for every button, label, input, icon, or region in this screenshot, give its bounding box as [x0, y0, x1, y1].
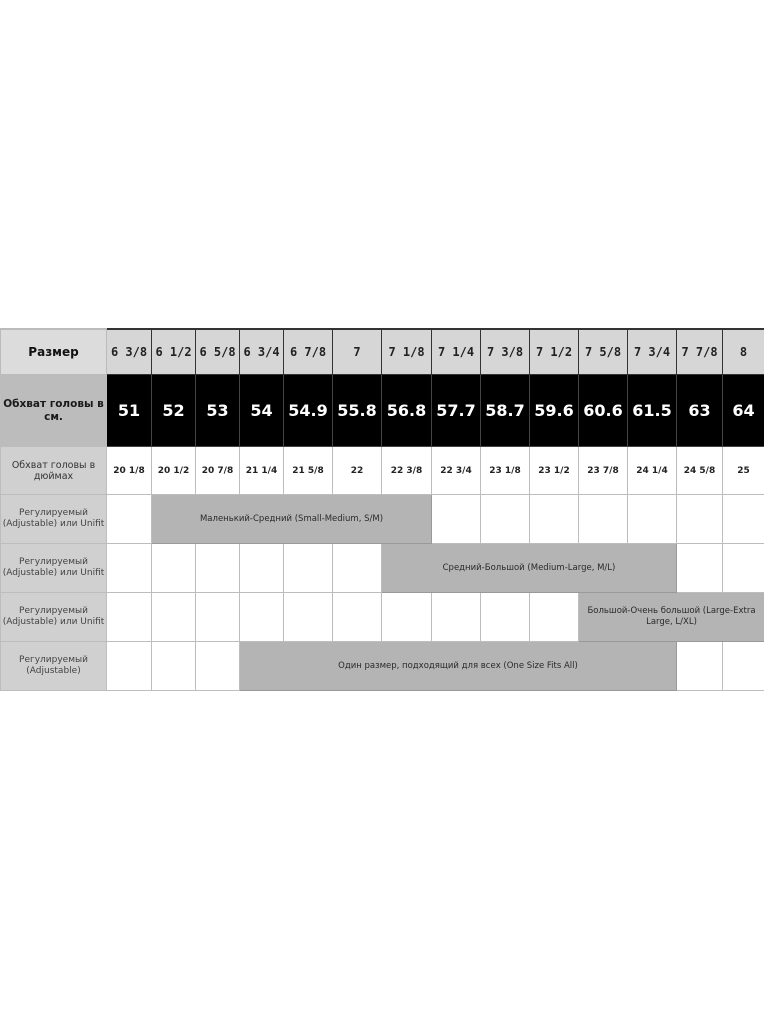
fit-band-medium-large: Средний-Большой (Medium-Large, M/L) [382, 544, 677, 593]
empty-cell [196, 642, 240, 691]
empty-cell [107, 495, 152, 544]
fit-row-large-xl [1, 593, 764, 642]
cm-cell: 51 [107, 375, 152, 447]
empty-cell [723, 642, 764, 691]
cm-cell: 57.7 [432, 375, 481, 447]
inch-cell: 23 7/8 [579, 447, 628, 495]
size-cell: 6 3/4 [240, 329, 284, 375]
inch-row [1, 447, 764, 495]
cm-cell: 52 [152, 375, 196, 447]
size-cell: 7 1/4 [432, 329, 481, 375]
empty-cell [196, 544, 240, 593]
inch-cell: 23 1/8 [481, 447, 530, 495]
empty-cell [677, 495, 723, 544]
size-cell: 6 3/8 [107, 329, 152, 375]
cm-cell: 58.7 [481, 375, 530, 447]
cm-cell: 54 [240, 375, 284, 447]
cm-cell: 55.8 [333, 375, 382, 447]
size-cell: 7 [333, 329, 382, 375]
empty-cell [530, 593, 579, 642]
fit-label: Регулируемый (Adjustable) или Unifit [1, 495, 107, 544]
cm-cell: 63 [677, 375, 723, 447]
cm-cell: 64 [723, 375, 764, 447]
fit-row-medium-large [1, 544, 764, 593]
size-cell: 6 1/2 [152, 329, 196, 375]
empty-cell [152, 593, 196, 642]
inch-cell: 21 5/8 [284, 447, 333, 495]
inch-cell: 20 7/8 [196, 447, 240, 495]
inch-cell: 24 1/4 [628, 447, 677, 495]
fit-row-one-size [1, 642, 764, 691]
empty-cell [628, 495, 677, 544]
size-cell: 7 1/2 [530, 329, 579, 375]
empty-cell [152, 642, 196, 691]
empty-cell [677, 544, 723, 593]
empty-cell [481, 593, 530, 642]
cm-cell: 60.6 [579, 375, 628, 447]
inch-cell: 22 3/8 [382, 447, 432, 495]
size-cell: 6 5/8 [196, 329, 240, 375]
cm-label: Обхват головы в см. [1, 375, 107, 447]
size-table [0, 328, 764, 691]
size-cell: 7 1/8 [382, 329, 432, 375]
size-label: Размер [1, 329, 107, 375]
empty-cell [579, 495, 628, 544]
inch-cell: 22 3/4 [432, 447, 481, 495]
fit-label: Регулируемый (Adjustable) или Unifit [1, 544, 107, 593]
empty-cell [152, 544, 196, 593]
empty-cell [240, 593, 284, 642]
empty-cell [240, 544, 284, 593]
empty-cell [677, 642, 723, 691]
empty-cell [382, 593, 432, 642]
fit-label: Регулируемый (Adjustable) или Unifit [1, 593, 107, 642]
inch-cell: 20 1/8 [107, 447, 152, 495]
empty-cell [107, 642, 152, 691]
empty-cell [284, 593, 333, 642]
cm-cell: 53 [196, 375, 240, 447]
empty-cell [530, 495, 579, 544]
inch-cell: 24 5/8 [677, 447, 723, 495]
cm-cell: 54.9 [284, 375, 333, 447]
empty-cell [333, 544, 382, 593]
cm-row [1, 375, 764, 447]
size-cell: 8 [723, 329, 764, 375]
cm-cell: 56.8 [382, 375, 432, 447]
inch-label: Обхват головы в дюймах [1, 447, 107, 495]
empty-cell [333, 593, 382, 642]
fit-label: Регулируемый (Adjustable) [1, 642, 107, 691]
size-cell: 6 7/8 [284, 329, 333, 375]
empty-cell [723, 544, 764, 593]
size-cell: 7 5/8 [579, 329, 628, 375]
fit-band-large-xl: Большой-Очень большой (Large-Extra Large, L/XL) [579, 593, 764, 642]
empty-cell [481, 495, 530, 544]
inch-cell: 23 1/2 [530, 447, 579, 495]
size-row [1, 329, 764, 375]
empty-cell [723, 495, 764, 544]
size-chart [0, 328, 764, 691]
empty-cell [107, 544, 152, 593]
fit-band-small-medium: Маленький-Средний (Small-Medium, S/M) [152, 495, 432, 544]
inch-cell: 21 1/4 [240, 447, 284, 495]
empty-cell [432, 495, 481, 544]
empty-cell [107, 593, 152, 642]
size-cell: 7 7/8 [677, 329, 723, 375]
inch-cell: 20 1/2 [152, 447, 196, 495]
inch-cell: 22 [333, 447, 382, 495]
fit-band-one-size: Один размер, подходящий для всех (One Size Fits All) [240, 642, 677, 691]
cm-cell: 61.5 [628, 375, 677, 447]
fit-row-small-medium [1, 495, 764, 544]
empty-cell [284, 544, 333, 593]
empty-cell [196, 593, 240, 642]
inch-cell: 25 [723, 447, 764, 495]
empty-cell [432, 593, 481, 642]
cm-cell: 59.6 [530, 375, 579, 447]
size-cell: 7 3/8 [481, 329, 530, 375]
size-cell: 7 3/4 [628, 329, 677, 375]
